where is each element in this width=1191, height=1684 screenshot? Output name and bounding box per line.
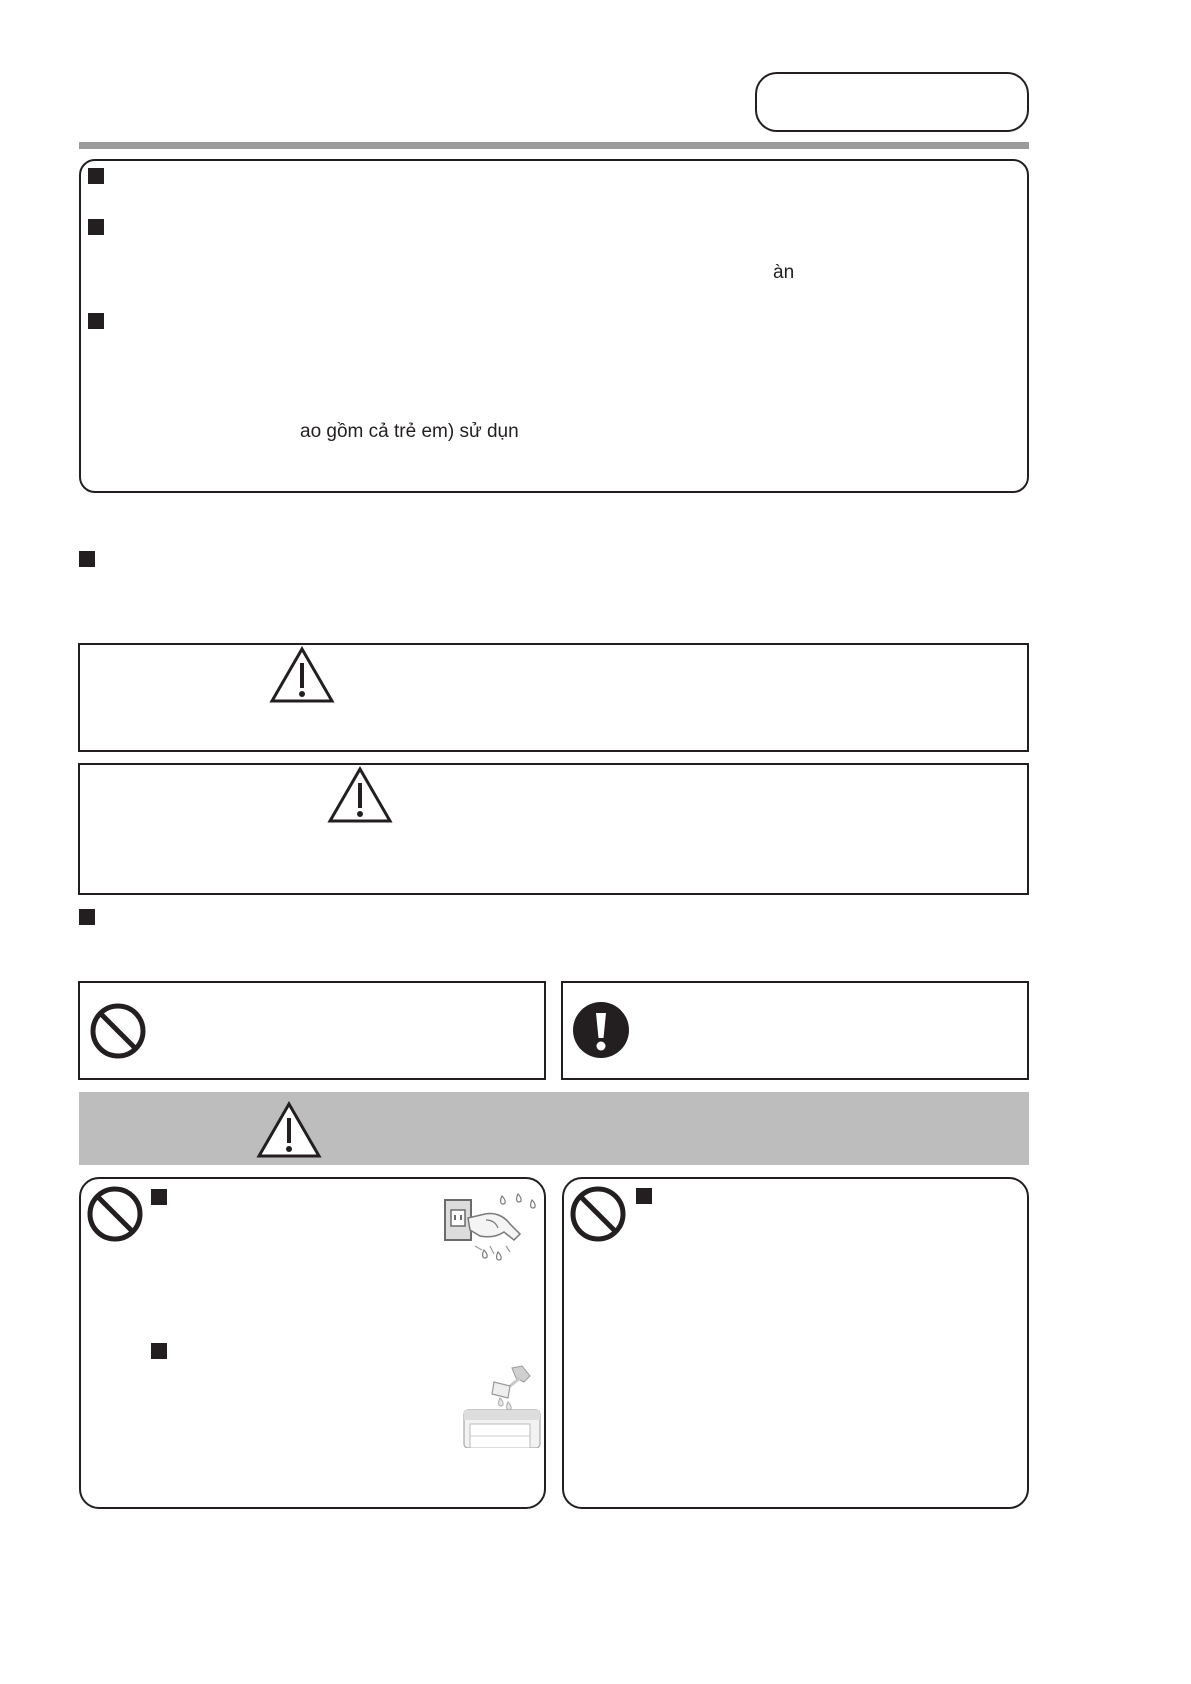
- warning-triangle-icon: [327, 766, 393, 824]
- prohibited-icon: [86, 1185, 144, 1243]
- warning-triangle-icon: [256, 1101, 322, 1159]
- wet-hand-plug-illustration: [440, 1190, 540, 1272]
- square-bullet-icon: [79, 909, 95, 925]
- notice-box: [79, 159, 1029, 493]
- prohibited-icon: [569, 1185, 627, 1243]
- notice-fragment: ao gồm cả trẻ em) sử dụn: [300, 421, 519, 442]
- square-bullet-icon: [151, 1343, 167, 1359]
- warning-banner: [79, 1092, 1029, 1165]
- header-label-box: [755, 72, 1029, 132]
- legend-box-mandatory: [561, 981, 1029, 1080]
- square-bullet-icon: [88, 313, 104, 329]
- square-bullet-icon: [88, 168, 104, 184]
- square-bullet-icon: [151, 1189, 167, 1205]
- header-rule: [79, 142, 1029, 149]
- caution-definition-box: [78, 763, 1029, 895]
- warning-definition-box: [78, 643, 1029, 752]
- warning-panel-right: [562, 1177, 1029, 1509]
- prohibited-icon: [89, 1002, 147, 1060]
- legend-box-prohibited: [78, 981, 546, 1080]
- mandatory-exclamation-icon: [572, 1001, 630, 1059]
- water-on-appliance-illustration: [460, 1364, 544, 1448]
- warning-triangle-icon: [269, 646, 335, 704]
- square-bullet-icon: [79, 551, 95, 567]
- square-bullet-icon: [636, 1188, 652, 1204]
- notice-fragment: àn: [773, 262, 795, 283]
- square-bullet-icon: [88, 219, 104, 235]
